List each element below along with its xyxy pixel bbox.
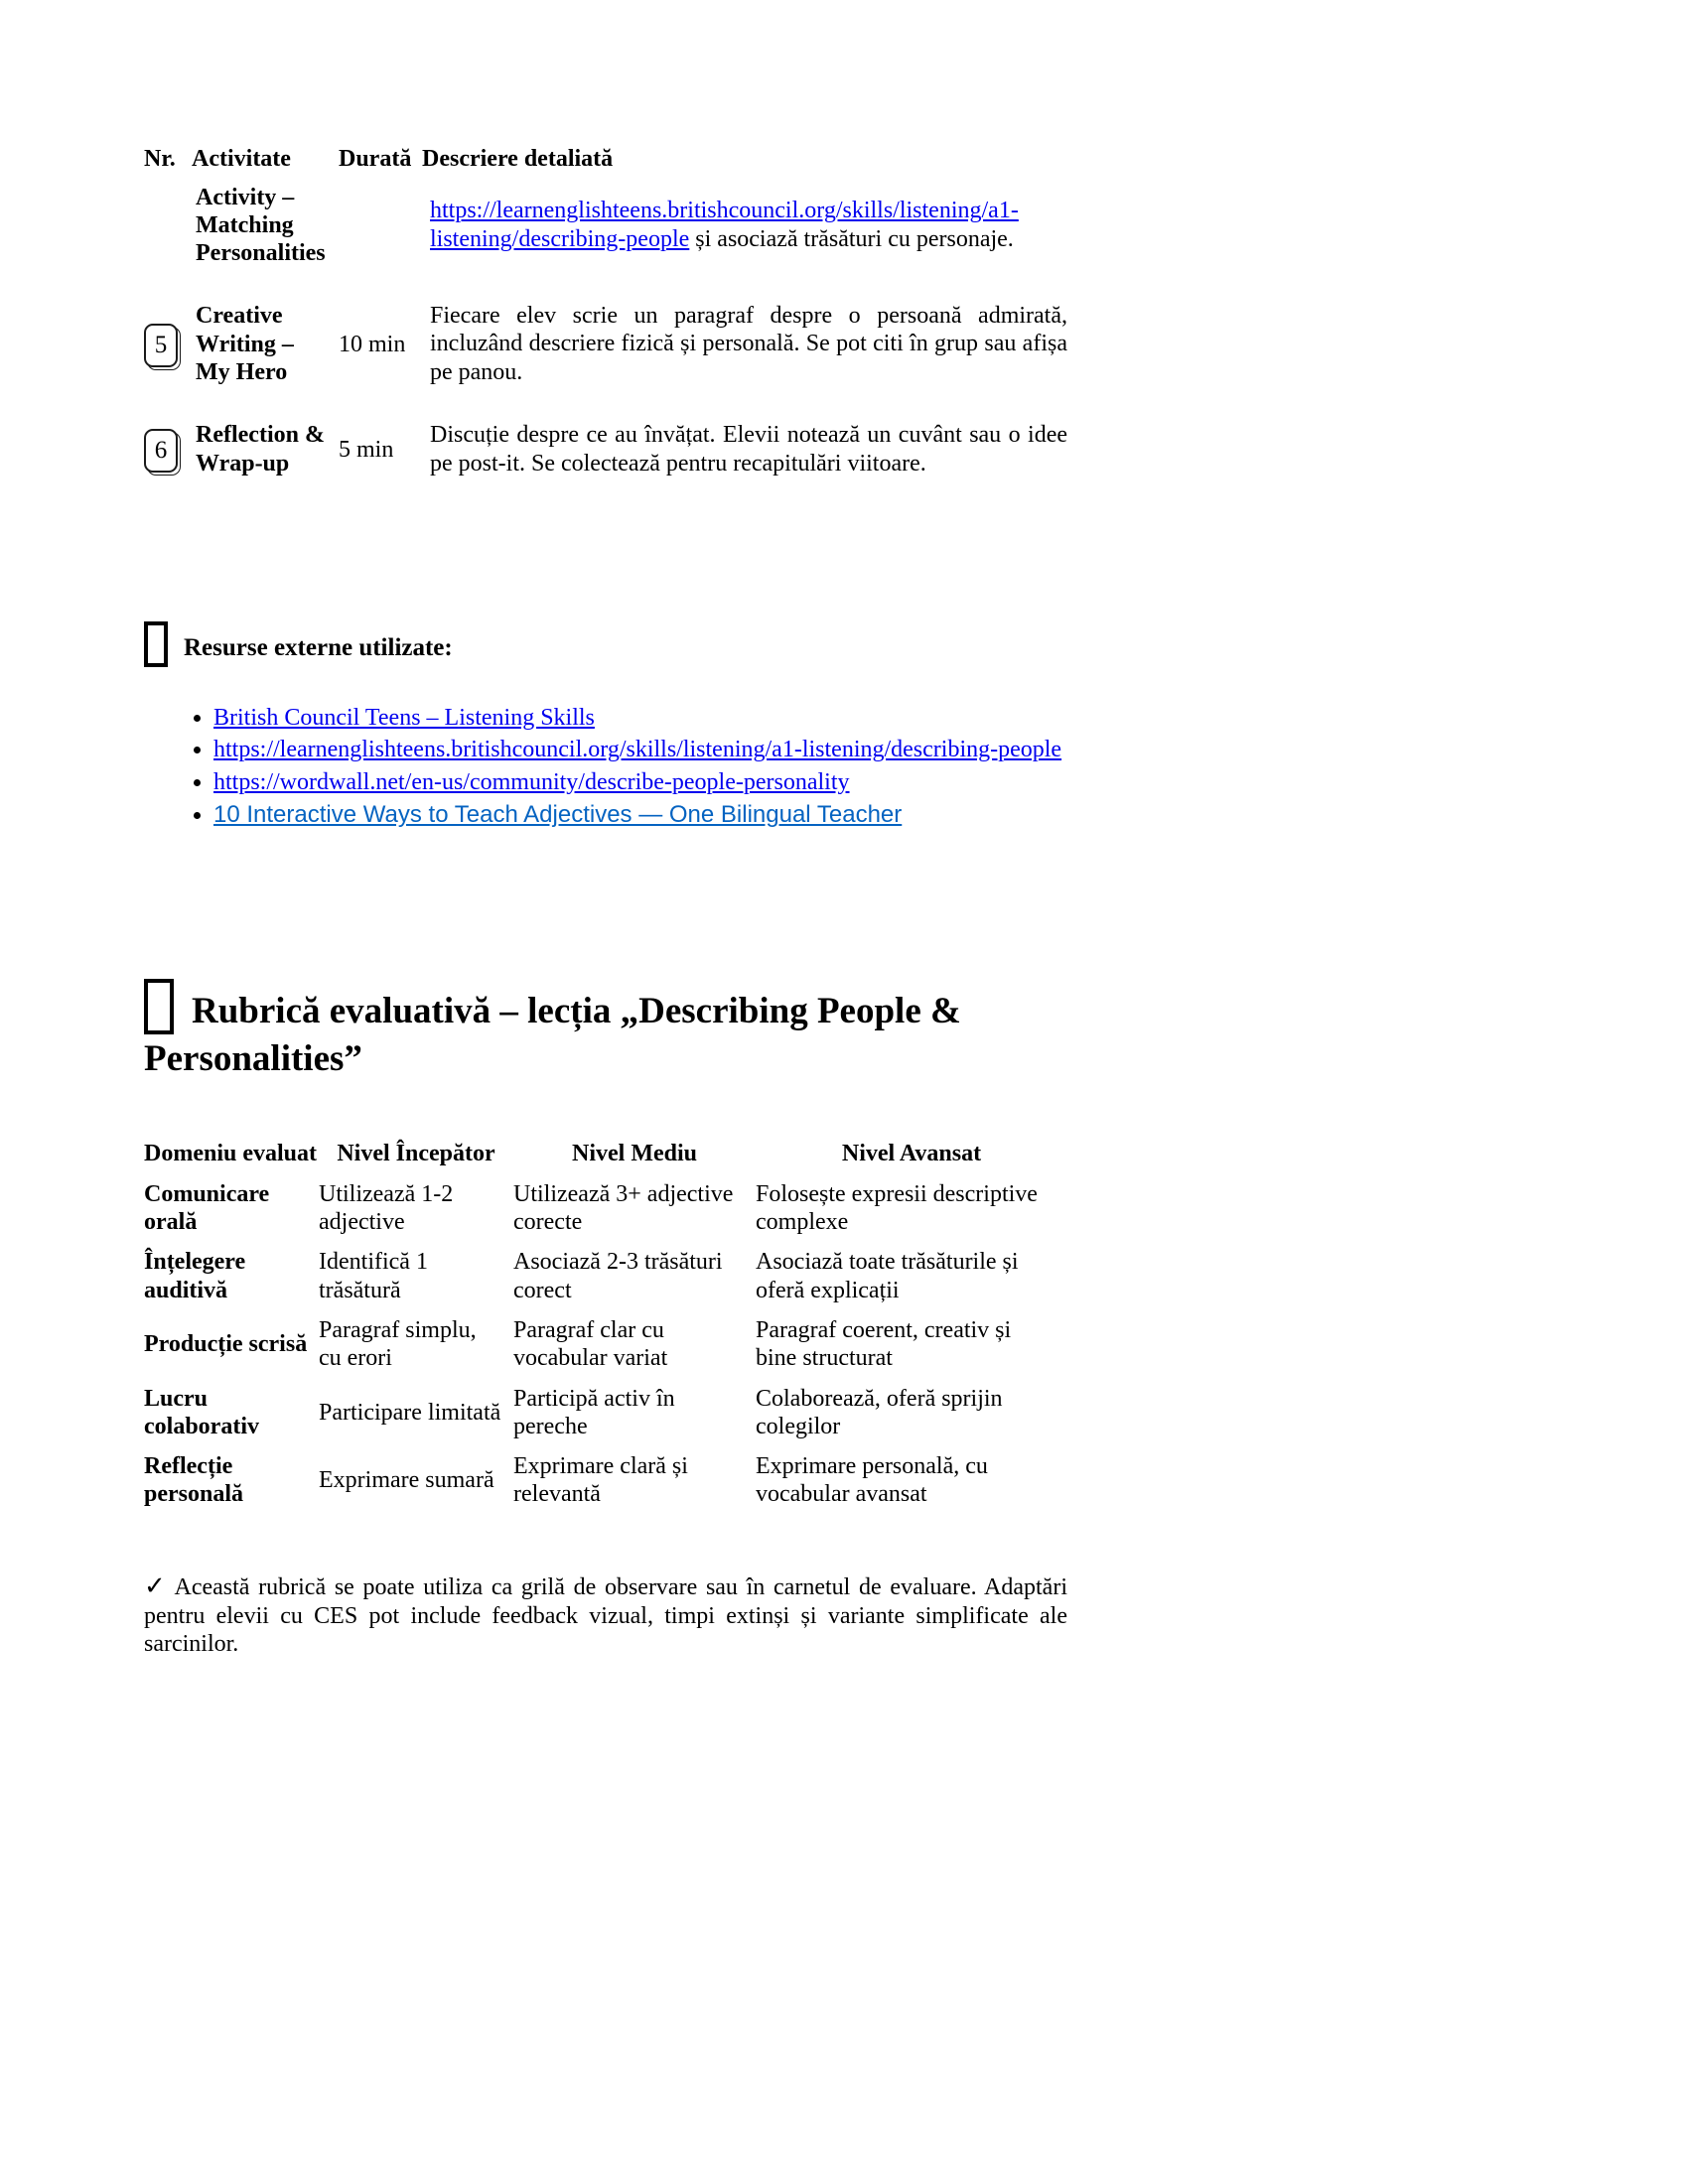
rubric-advanced: Paragraf coerent, creativ și bine structurat bbox=[756, 1316, 1012, 1372]
rubric-beginner: Identifică 1 trăsătură bbox=[319, 1249, 428, 1303]
note-text: Această rubrică se poate utiliza ca grilă de observare sau în carnetul de evaluare. Adaptări pentru elevii cu CES pot include feedback vizual, timpi extinși și variante simplificate ale sarcinilor. bbox=[144, 1573, 1067, 1658]
table-row bbox=[144, 1310, 1067, 1379]
keycap-5-icon: 5 bbox=[144, 324, 178, 367]
table-row bbox=[144, 1379, 1067, 1447]
activity-description: Fiecare elev scrie un paragraf despre o persoană admirată, incluzând descriere fizică și personală. Se pot citi în grup sau afișa pe panou. bbox=[430, 302, 1067, 386]
rubric-domain: Comunicare orală bbox=[144, 1180, 270, 1235]
resources-heading-label: Resurse externe utilizate: bbox=[184, 633, 453, 661]
rubric-medium: Paragraf clar cu vocabular variat bbox=[513, 1316, 668, 1372]
row-number bbox=[144, 176, 192, 294]
rubric-beginner: Utilizează 1-2 adjective bbox=[319, 1180, 454, 1235]
rubric-medium: Exprimare clară și relevantă bbox=[513, 1453, 688, 1508]
activity-title: Activity – Matching Personalities bbox=[196, 184, 326, 267]
keycap-6-icon: 6 bbox=[144, 429, 178, 473]
col-header-domain: Domeniu evaluat bbox=[144, 1141, 317, 1167]
description-text: și asociază trăsături cu personaje. bbox=[689, 226, 1014, 253]
rubric-domain: Producție scrisă bbox=[144, 1331, 308, 1358]
checkmark-icon: ✓ bbox=[144, 1570, 169, 1600]
col-header-beginner: Nivel Începător bbox=[337, 1141, 495, 1167]
missing-glyph-box-icon bbox=[144, 979, 174, 1034]
activity-title: Reflection & Wrap-up bbox=[196, 422, 325, 477]
rubric-beginner: Exprimare sumară bbox=[319, 1467, 494, 1494]
rubric-beginner: Participare limitată bbox=[319, 1399, 501, 1426]
row-number bbox=[144, 413, 192, 504]
activity-description bbox=[422, 176, 1067, 294]
activity-duration bbox=[339, 176, 422, 294]
list-item bbox=[213, 737, 1067, 764]
list-item bbox=[213, 769, 1067, 797]
table-row bbox=[144, 294, 1067, 413]
list-item bbox=[213, 705, 1067, 733]
col-header-duration: Durată bbox=[339, 146, 412, 172]
resource-link-teach-adjectives[interactable]: 10 Interactive Ways to Teach Adjectives — One Bilingual Teacher bbox=[213, 801, 903, 829]
activity-title: Creative Writing – My Hero bbox=[196, 303, 294, 385]
rubric-domain: Reflecție personală bbox=[144, 1453, 244, 1508]
activities-header-row bbox=[144, 146, 1067, 176]
table-row bbox=[144, 1446, 1067, 1515]
activity-duration: 10 min bbox=[339, 331, 406, 357]
table-row bbox=[144, 176, 1067, 294]
rubric-header-row bbox=[144, 1141, 1067, 1174]
resource-link-learnenglishteens[interactable]: https://learnenglishteens.britishcouncil.org/skills/listening/a1-listening/describing-people bbox=[213, 737, 1062, 763]
list-item bbox=[213, 801, 1067, 830]
activity-description: Discuție despre ce au învățat. Elevii notează un cuvânt sau o idee pe post-it. Se colectează pentru recapitulări viitoare. bbox=[430, 421, 1067, 477]
rubric-beginner: Paragraf simplu, cu erori bbox=[319, 1316, 477, 1372]
col-header-activity: Activitate bbox=[192, 146, 291, 172]
rubric-table bbox=[144, 1141, 1067, 1515]
resources-heading bbox=[144, 621, 1067, 667]
rubric-advanced: Exprimare personală, cu vocabular avansat bbox=[756, 1453, 988, 1508]
activities-table bbox=[144, 146, 1067, 504]
resources-link-list bbox=[213, 705, 1067, 830]
rubric-medium: Participă activ în pereche bbox=[513, 1385, 675, 1439]
rubric-advanced: Colaborează, oferă sprijin colegilor bbox=[756, 1385, 1003, 1439]
rubric-advanced: Asociază toate trăsăturile și oferă explicații bbox=[756, 1249, 1019, 1303]
table-row bbox=[144, 1242, 1067, 1310]
col-header-advanced: Nivel Avansat bbox=[841, 1141, 982, 1167]
rubric-heading-label: Rubrică evaluativă – lecția „Describing People & Personalities” bbox=[144, 990, 961, 1079]
col-header-medium: Nivel Mediu bbox=[572, 1141, 697, 1167]
description-hyperlink[interactable]: https://learnenglishteens.britishcouncil.org/skills/listening/a1-listening/describing-people bbox=[430, 198, 1019, 253]
activity-duration: 5 min bbox=[339, 436, 394, 463]
rubric-medium: Utilizează 3+ adjective corecte bbox=[513, 1180, 734, 1235]
col-header-description: Descriere detaliată bbox=[422, 146, 614, 172]
table-row bbox=[144, 1174, 1067, 1243]
table-row bbox=[144, 413, 1067, 504]
rubric-advanced: Folosește expresii descriptive complexe bbox=[756, 1180, 1038, 1235]
row-number bbox=[144, 294, 192, 413]
rubric-domain: Înțelegere auditivă bbox=[144, 1249, 246, 1303]
resource-link-wordwall[interactable]: https://wordwall.net/en-us/community/describe-people-personality bbox=[213, 768, 850, 795]
rubric-usage-note bbox=[144, 1570, 1067, 1659]
missing-glyph-box-icon bbox=[144, 621, 168, 667]
rubric-medium: Asociază 2-3 trăsături corect bbox=[513, 1249, 723, 1303]
resource-link-british-council[interactable]: British Council Teens – Listening Skills bbox=[213, 704, 595, 731]
col-header-nr: Nr. bbox=[144, 146, 176, 172]
page-title bbox=[144, 979, 1097, 1083]
rubric-domain: Lucru colaborativ bbox=[144, 1385, 259, 1439]
